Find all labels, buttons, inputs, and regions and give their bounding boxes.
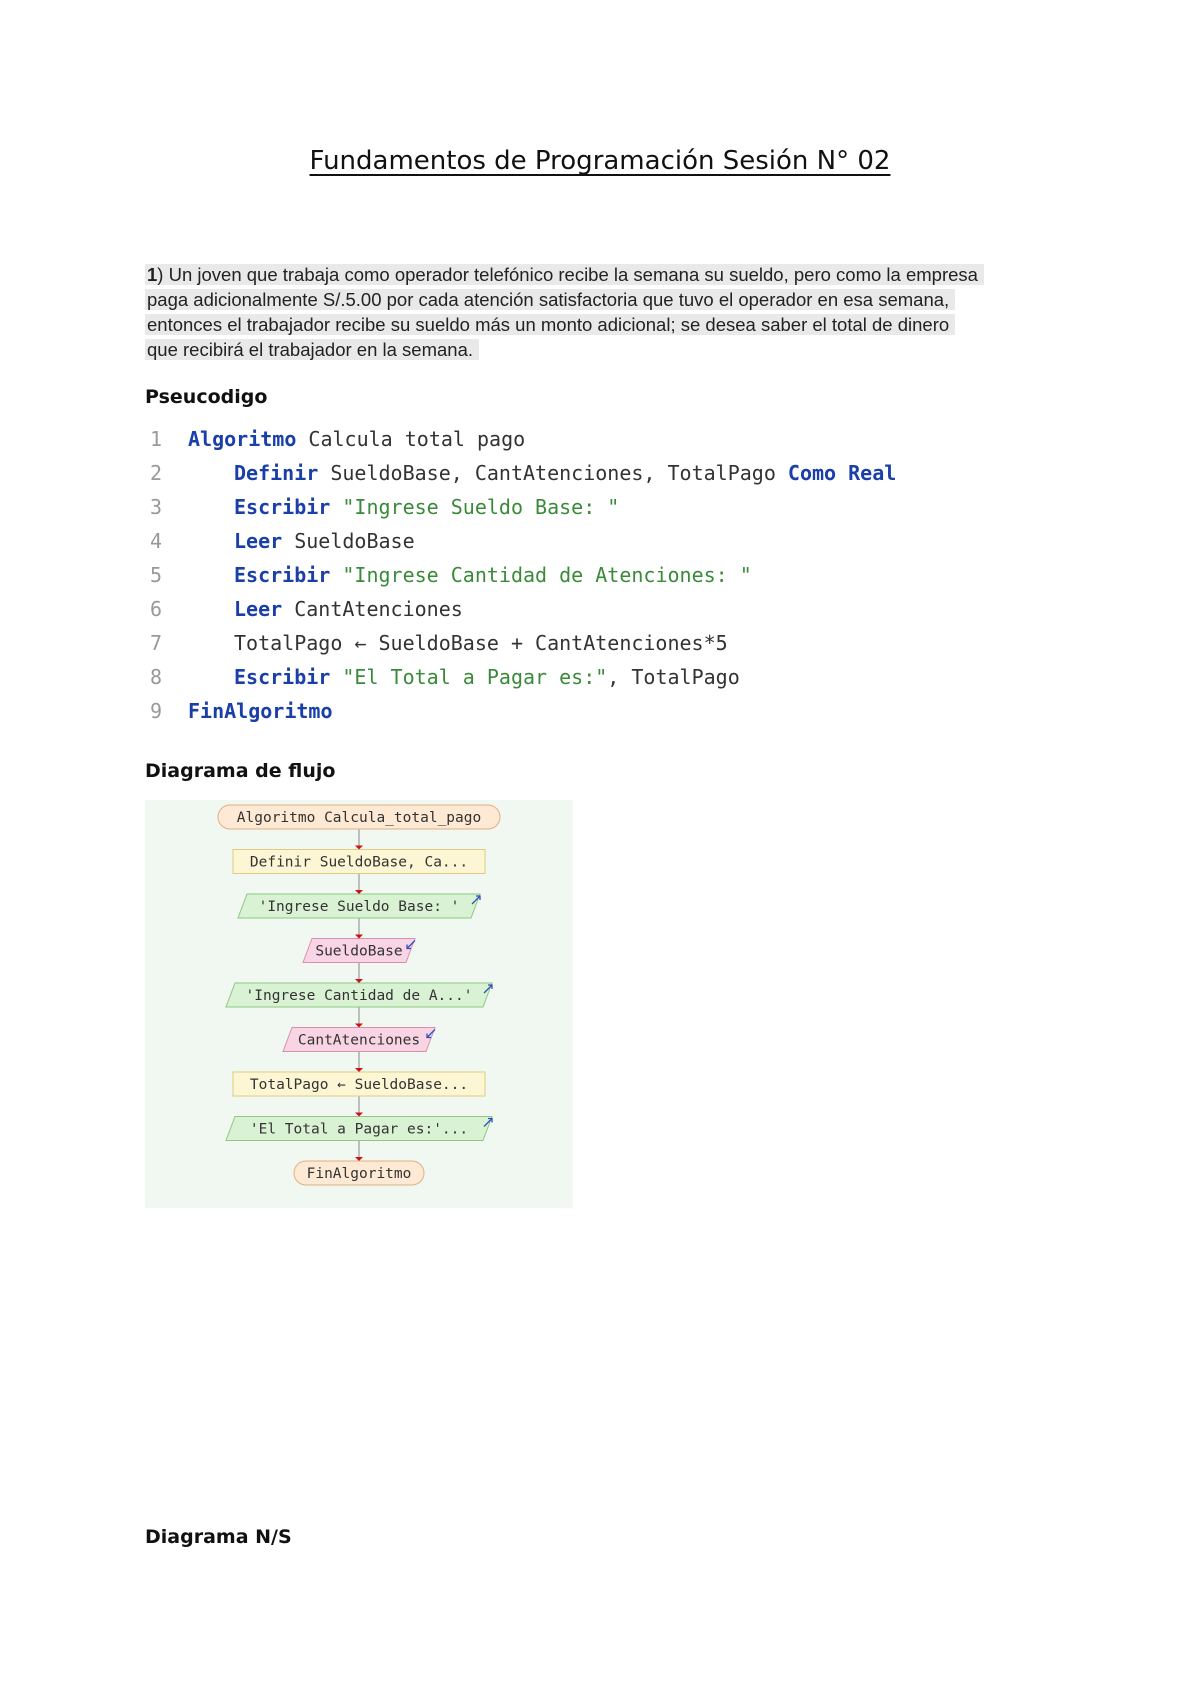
flow-arrow [355,935,363,939]
line-number: 8 [150,665,163,689]
heading-pseudocode: Pseucodigo [145,386,268,408]
line-number: 6 [150,597,163,621]
code-line [150,662,740,692]
code-text: SueldoBase, CantAtenciones, TotalPago [318,461,788,485]
flow-node-label: 'El Total a Pagar es:'... [249,1121,469,1138]
page-title: Fundamentos de Programación Sesión N° 02 [309,146,891,176]
code-text: SueldoBase [282,529,415,553]
code-keyword: FinAlgoritmo [188,699,333,723]
flow-node-label: CantAtenciones [297,1032,421,1049]
line-number: 9 [150,699,163,723]
heading-ns-diagram: Diagrama N/S [145,1526,292,1548]
problem-number: 1 [147,264,158,285]
code-keyword: Como Real [787,461,897,485]
code-string: "Ingrese Cantidad de Atenciones: " [342,563,752,587]
code-line [150,696,333,726]
flow-arrow [355,1068,363,1072]
code-keyword: Algoritmo [188,427,297,451]
code-keyword: Leer [234,597,283,621]
code-text [330,495,342,519]
problem-line: entonces el trabajador recibe su sueldo más un monto adicional; se desea saber el total de dinero [145,312,1085,337]
flow-node-label: FinAlgoritmo [306,1166,412,1182]
problem-line: que recibirá el trabajador en la semana. [145,337,1085,362]
code-text: CantAtenciones [282,597,463,621]
flow-node-label: TotalPago ← SueldoBase... [249,1077,469,1093]
flow-arrow [355,1157,363,1161]
code-text [330,563,342,587]
flow-arrow [355,1113,363,1117]
heading-flowchart: Diagrama de flujo [145,760,336,782]
code-keyword: Escribir [234,495,331,519]
code-line [150,628,728,658]
code-keyword: Escribir [234,665,331,689]
flow-node-label: 'Ingrese Sueldo Base: ' [258,899,460,915]
flow-arrow [355,1024,363,1028]
code-line [150,560,752,590]
line-number: 1 [150,427,163,451]
problem-line: 1) Un joven que trabaja como operador telefónico recibe la semana su sueldo, pero como la empresa [145,262,1085,287]
code-keyword: Definir [234,461,319,485]
flowchart [145,800,573,1208]
code-string: "Ingrese Sueldo Base: " [342,495,620,519]
flow-node-label: 'Ingrese Cantidad de A...' [245,988,473,1004]
code-line [150,458,896,488]
code-keyword: Escribir [234,563,331,587]
code-text: Calcula total pago [296,427,526,451]
problem-statement [145,262,1085,362]
line-number: 5 [150,563,163,587]
code-line [150,492,619,522]
flowchart-canvas [145,800,573,1208]
problem-line: paga adicionalmente S/.5.00 por cada atención satisfactoria que tuvo el operador en esa semana, [145,287,1085,312]
code-text: , TotalPago [607,665,740,689]
line-number: 2 [150,461,163,485]
code-string: "El Total a Pagar es:" [342,665,608,689]
flow-node-label: Definir SueldoBase, Ca... [249,854,469,871]
flow-node-label: SueldoBase [315,943,403,960]
flow-arrow [355,890,363,894]
flow-node-label: Algoritmo Calcula_total_pago [236,810,482,826]
line-number: 7 [150,631,163,655]
flow-arrow [355,846,363,850]
line-number: 4 [150,529,163,553]
code-text: TotalPago ← SueldoBase + CantAtenciones*5 [234,631,728,655]
line-number: 3 [150,495,163,519]
flow-arrow [355,979,363,983]
code-line [150,526,415,556]
code-text [330,665,342,689]
code-line [150,594,463,624]
code-keyword: Leer [234,529,283,553]
code-line [150,424,525,454]
